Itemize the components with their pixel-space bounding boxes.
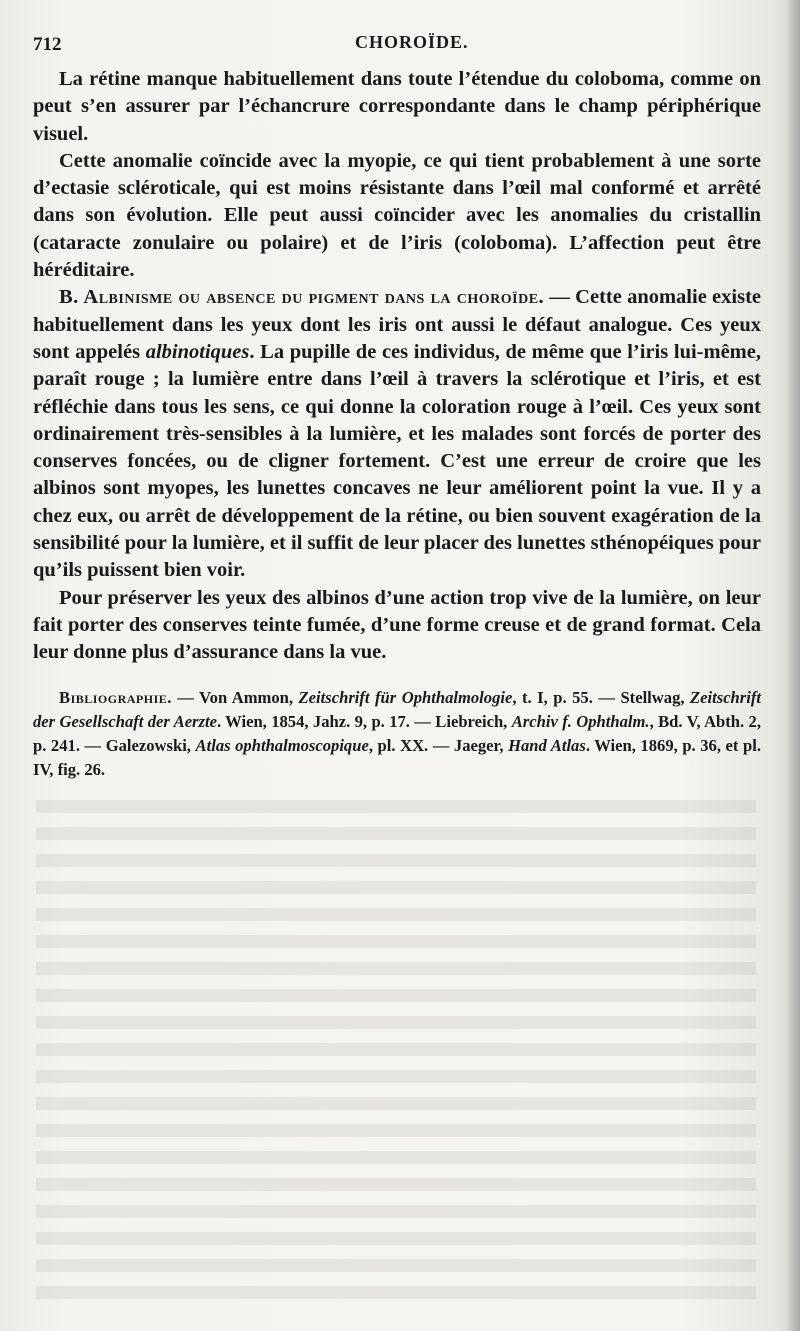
page-header — [33, 30, 770, 58]
page-number: 712 — [33, 34, 62, 55]
bibliography-entry — [33, 686, 761, 782]
biblio-text: — Von Ammon, — [171, 688, 299, 707]
show-through-texture — [36, 800, 756, 1300]
albinisme-text-b: . La pupille de ces individus, de même que l’iris lui-même, paraît rouge ; la lumière entre dans l’œil à travers la sclérotique et l’iris, et est réfléchie dans tous les sens, ce qui donne la coloration rouge à l’œil. Ces yeux sont ordinairement très-sensibles à la lumière, et les malades sont forcés de porter des conserves foncées, ou de cligner fortement. C’est une erreur de croire que les albinos sont myopes, les lunettes concaves ne leur améliorent point la vue. Il y a chez eux, ou arrêt de développement de la rétine, ou bien souvent exagération de la sensibilité pour la lumière, et il suffit de leur placer des lunettes sthénopéiques pour qu’ils puissent bien voir. — [33, 340, 761, 582]
body-text — [33, 66, 761, 667]
biblio-text: , Bd. V, Abth. 2, p. 241. — Galezowski, — [33, 712, 761, 755]
paragraph-retine: La rétine manque habituellement dans toute l’étendue du coloboma, comme on peut s’en assurer par l’échancrure correspondante dans le champ périphérique visuel. — [33, 68, 761, 145]
biblio-text: , pl. XX. — Jaeger, — [368, 736, 509, 755]
bibliography — [33, 686, 761, 782]
albinisme-text-a: — Cette anomalie existe habituellement dans les yeux dont les iris ont aussi le défaut analogue. Ces yeux sont appelés — [33, 286, 761, 363]
biblio-title: Zeitschrift der Gesellschaft der Aerzte — [33, 688, 761, 731]
biblio-title: Zeitschrift für Ophthalmologie — [298, 688, 513, 707]
bibliography-label: Bibliographie. — [59, 688, 172, 707]
biblio-title: Atlas ophthalmoscopique — [195, 736, 369, 755]
biblio-title: Archiv f. Ophthalm. — [511, 712, 650, 731]
biblio-title: Hand Atlas — [508, 736, 586, 755]
paragraph-myopie: Cette anomalie coïncide avec la myopie, ce qui tient probablement à une sorte d’ectasie scléroticale, qui est moins résistante dans l’œil mal conformé et arrêté dans son évolution. Elle peut aussi coïncider avec les anomalies du cristallin (cataracte zonulaire ou polaire) et de l’iris (coloboma). L’affection peut être héréditaire. — [33, 149, 761, 282]
paragraph-albinisme — [33, 284, 761, 584]
page-edge-shadow — [786, 0, 800, 1331]
biblio-text: . Wien, 1869, p. 36, et pl. IV, fig. 26. — [33, 736, 761, 779]
section-heading-albinisme: B. Albinisme ou absence du pigment dans la choroïde. — [59, 286, 545, 309]
albinotiques-term: albinotiques — [145, 340, 250, 363]
running-head: CHOROÏDE. — [355, 32, 469, 52]
biblio-text: , t. I, p. 55. — Stellwag, — [512, 688, 691, 707]
paragraph-preserver: Pour préserver les yeux des albinos d’une action trop vive de la lumière, on leur fait porter des conserves teinte fumée, d’une forme creuse et de grand format. Cela leur donne plus d’assurance dans la vue. — [33, 586, 761, 664]
biblio-text: . Wien, 1854, Jahz. 9, p. 17. — Liebreich, — [216, 712, 512, 731]
